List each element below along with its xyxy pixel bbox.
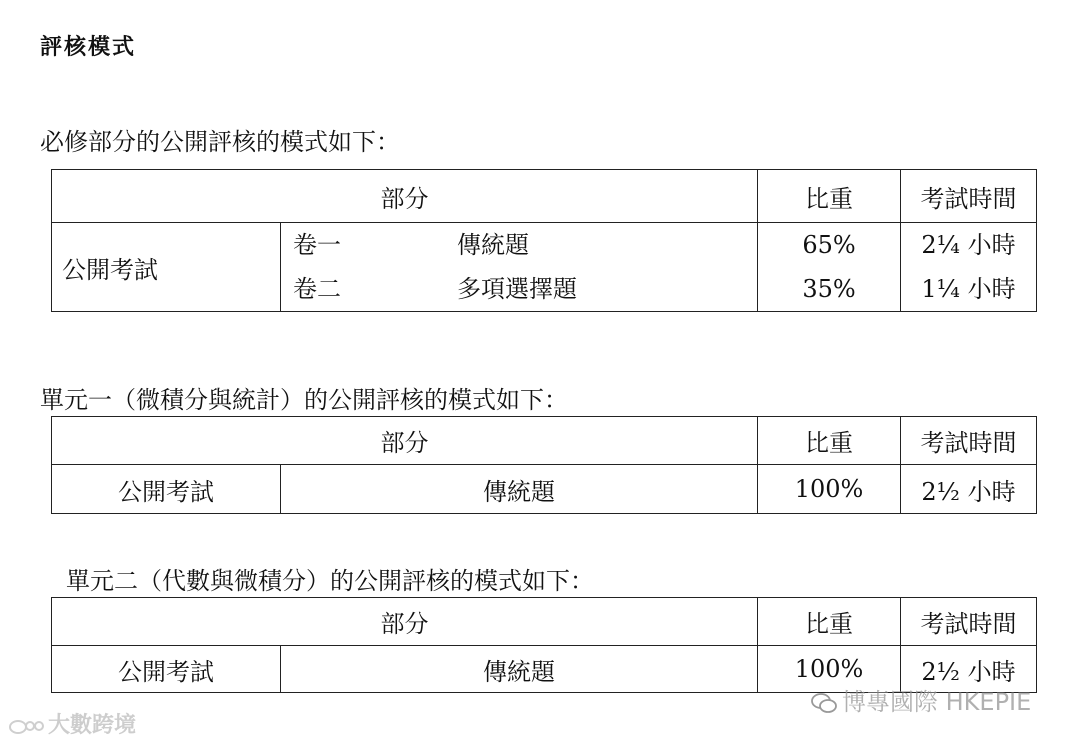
watermark-left bbox=[8, 708, 136, 739]
paper-1-type: 傳統題 bbox=[457, 231, 529, 259]
watermark-right-text: 博專國際 HKEPIE bbox=[842, 688, 1032, 716]
exam-label: 公開考試 bbox=[52, 223, 281, 312]
paper-type: 傳統題 bbox=[281, 646, 758, 693]
exam-label: 公開考試 bbox=[52, 646, 281, 693]
paper-2-weight: 35% bbox=[802, 275, 856, 303]
weight-header: 比重 bbox=[758, 170, 901, 223]
paper-2-line bbox=[281, 267, 757, 311]
paper-1-line bbox=[281, 223, 757, 267]
module2-assessment-table bbox=[51, 597, 1037, 693]
paper-1-name: 卷一 bbox=[293, 231, 341, 259]
weight-header: 比重 bbox=[758, 417, 901, 465]
exam-label: 公開考試 bbox=[52, 465, 281, 514]
page-heading: 評核模式 bbox=[40, 35, 137, 60]
part-header: 部分 bbox=[52, 417, 758, 465]
duration-header: 考試時間 bbox=[901, 598, 1037, 646]
paper-2-type: 多項選擇題 bbox=[457, 275, 577, 303]
paper-weight: 100% bbox=[758, 465, 901, 514]
paper-weight: 100% bbox=[758, 646, 901, 693]
table-header-row bbox=[52, 170, 1037, 223]
duration-header: 考試時間 bbox=[901, 170, 1037, 223]
paper-1-duration: 2¼ 小時 bbox=[921, 231, 1016, 259]
paper-duration: 2½ 小時 bbox=[901, 465, 1037, 514]
module1-assessment-table bbox=[51, 416, 1037, 514]
paper-type: 傳統題 bbox=[281, 465, 758, 514]
papers-cell bbox=[281, 223, 758, 312]
duration-header: 考試時間 bbox=[901, 417, 1037, 465]
compulsory-assessment-table bbox=[51, 169, 1037, 312]
module2-intro: 單元二（代數與微積分）的公開評核的模式如下： bbox=[66, 567, 594, 595]
paper-2-name: 卷二 bbox=[293, 275, 341, 303]
wechat-icon bbox=[810, 691, 838, 715]
table-row bbox=[52, 223, 1037, 312]
durations-cell bbox=[901, 223, 1037, 312]
watermark-right bbox=[810, 682, 1031, 717]
paper-2-duration: 1¼ 小時 bbox=[921, 275, 1016, 303]
table-header-row bbox=[52, 417, 1037, 465]
watermark-left-text: 大數跨境 bbox=[48, 713, 137, 738]
module1-intro: 單元一（微積分與統計）的公開評核的模式如下： bbox=[40, 386, 568, 414]
weights-cell bbox=[758, 223, 901, 312]
part-header: 部分 bbox=[52, 598, 758, 646]
weibo-icon bbox=[8, 716, 44, 736]
table-row bbox=[52, 465, 1037, 514]
table-header-row bbox=[52, 598, 1037, 646]
compulsory-intro: 必修部分的公開評核的模式如下： bbox=[40, 128, 400, 156]
weight-header: 比重 bbox=[758, 598, 901, 646]
paper-duration: 2½ 小時 bbox=[901, 646, 1037, 693]
part-header: 部分 bbox=[52, 170, 758, 223]
paper-1-weight: 65% bbox=[802, 231, 856, 259]
